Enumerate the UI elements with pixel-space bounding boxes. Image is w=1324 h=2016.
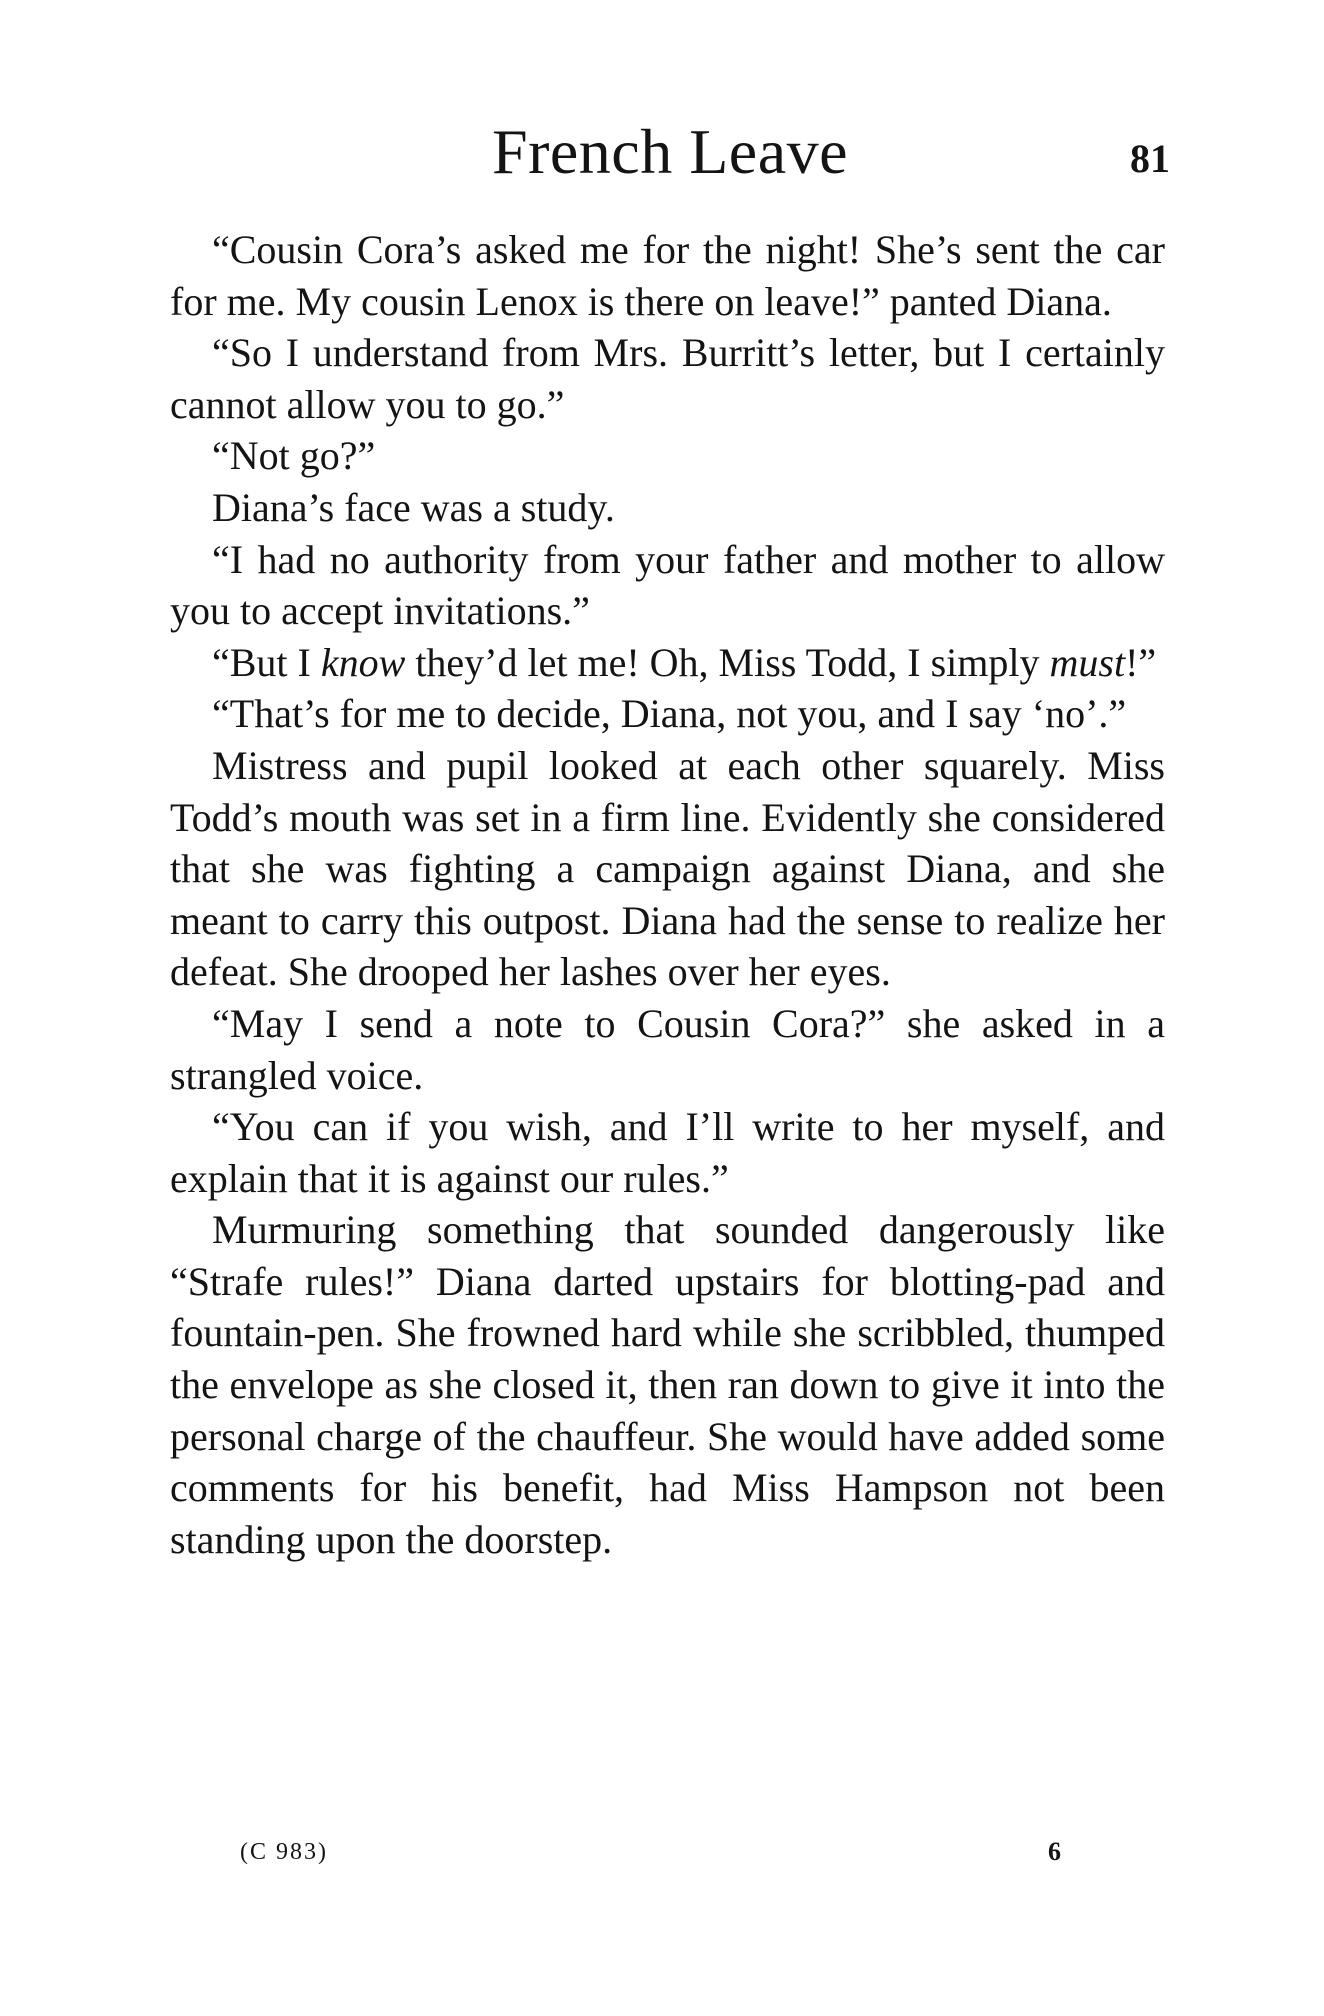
text-run: !”	[1125, 639, 1157, 685]
text-run: “Cousin Cora’s asked me for the night! She’s sent the car for me. My cousin Lenox is there on leave!” panted Diana.	[170, 227, 1165, 324]
running-head	[170, 112, 1170, 192]
paragraph	[170, 482, 1165, 534]
paragraph	[170, 637, 1165, 689]
text-run: Murmuring something that sounded dangerously like “Strafe rules!” Diana darted upstairs for blotting-pad and fountain-pen. She frowned hard while she scribbled, thumped the envelope as she closed it, then ran down to give it into the personal charge of the chauffeur. She would have added some comments for his benefit, had Miss Hampson not been standing upon the doorstep.	[170, 1207, 1165, 1562]
running-title: French Leave	[491, 116, 849, 187]
italic-text: must	[1049, 639, 1126, 685]
text-run: “Not go?”	[212, 433, 376, 479]
gathering-number: 6	[1048, 1837, 1061, 1866]
text-run: “That’s for me to decide, Diana, not you, and I say ‘no’.”	[212, 691, 1127, 737]
printer-signature-mark: (C 983)	[240, 1839, 328, 1865]
text-run: Mistress and pupil looked at each other squarely. Miss Todd’s mouth was set in a firm line. Evidently she considered that she was fighting a campaign against Diana, and she meant to carry this outpost. Diana had the sense to realize her defeat. She drooped her lashes over her eyes.	[170, 742, 1165, 995]
paragraph	[170, 1204, 1165, 1565]
paragraph	[170, 224, 1165, 327]
paragraph	[170, 534, 1165, 637]
paragraph	[170, 688, 1165, 740]
paragraph	[170, 1101, 1165, 1204]
text-run: they’d let me! Oh, Miss Todd, I simply	[405, 639, 1050, 685]
paragraph	[170, 740, 1165, 998]
page-number: 81	[1130, 136, 1170, 181]
text-run: “May I send a note to Cousin Cora?” she asked in a strangled voice.	[170, 1000, 1165, 1098]
text-run: “You can if you wish, and I’ll write to her myself, and explain that it is against our rules.”	[170, 1104, 1165, 1201]
text-run: “So I understand from Mrs. Burritt’s letter, but I certainly cannot allow you to go.”	[170, 330, 1165, 427]
text-run: Diana’s face was a study.	[212, 484, 615, 530]
body-text	[170, 224, 1165, 1565]
text-run: “I had no authority from your father and mother to allow you to accept invitations.”	[170, 536, 1165, 634]
text-run: “But I	[212, 639, 321, 685]
page-footer	[170, 1832, 1165, 1872]
italic-text: know	[320, 639, 406, 685]
paragraph	[170, 430, 1165, 482]
paragraph	[170, 327, 1165, 430]
paragraph	[170, 998, 1165, 1101]
